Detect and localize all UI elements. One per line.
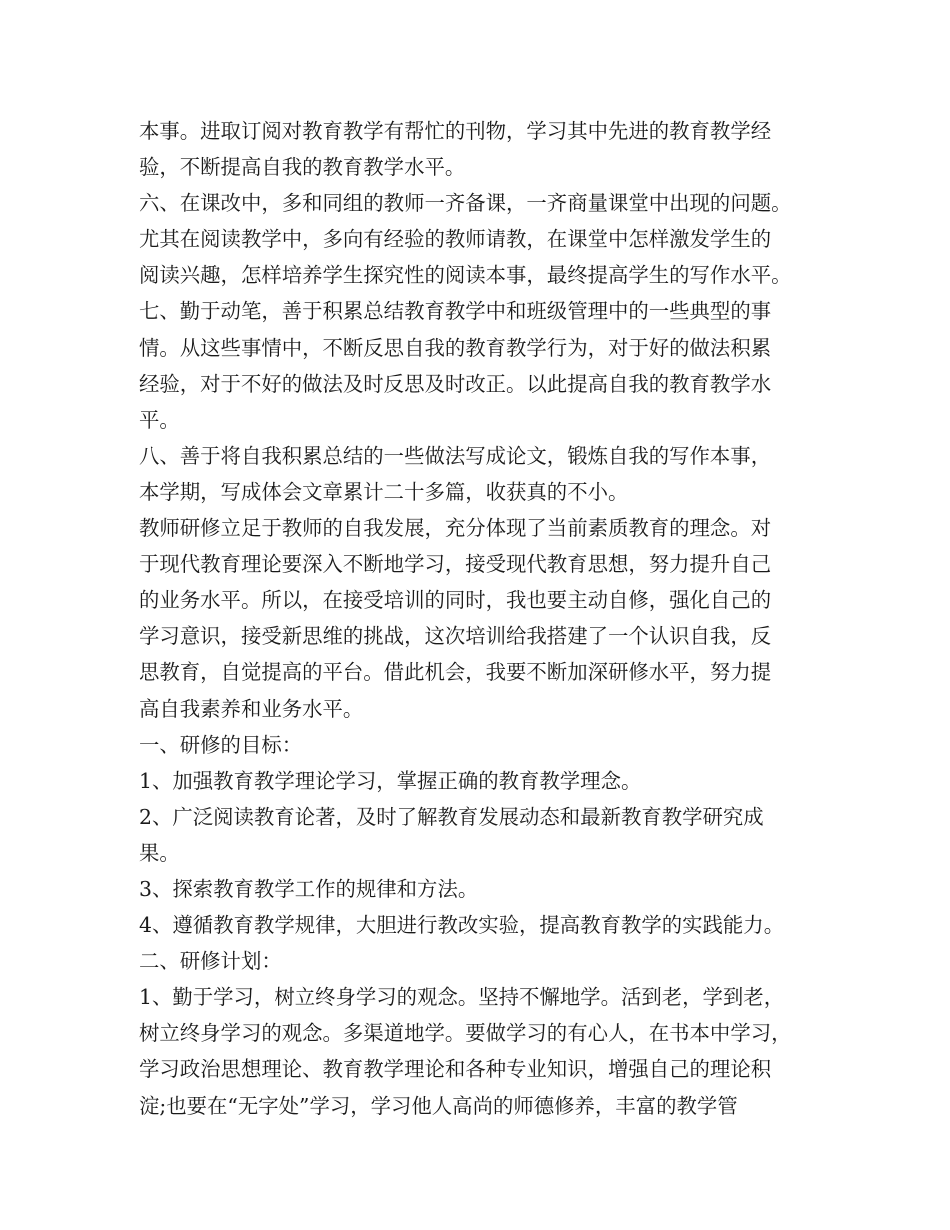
text-line: 学习政治思想理论、教育教学理论和各种专业知识，增强自己的理论积 (139, 1057, 772, 1082)
text-line: 八、善于将自我积累总结的一些做法写成论文，锻炼自我的写作本事， (139, 443, 772, 468)
text-line: 思教育，自觉提高的平台。借此机会，我要不断加深研修水平，努力提 (139, 660, 772, 685)
text-line: 验，不断提高自我的教育教学水平。 (139, 155, 466, 180)
list-item: 3、探索教育教学工作的规律和方法。 (139, 876, 479, 901)
text-line: 高自我素养和业务水平。 (139, 696, 364, 721)
text-line: 七、勤于动笔，善于积累总结教育教学中和班级管理中的一些典型的事 (139, 299, 772, 324)
text-line: 的业务水平。所以，在接受培训的同时，我也要主动自修，强化自己的 (139, 588, 772, 613)
text-line: 经验，对于不好的做法及时反思及时改正。以此提高自我的教育教学水 (139, 371, 772, 396)
text-line: 学习意识，接受新思维的挑战，这次培训给我搭建了一个认识自我，反 (139, 624, 772, 649)
text-line: 平。 (139, 407, 180, 432)
text-line: 情。从这些事情中，不断反思自我的教育教学行为，对于好的做法积累 (139, 335, 772, 360)
list-item: 4、遵循教育教学规律，大胆进行教改实验，提高教育教学的实践能力。 (139, 913, 785, 938)
text-line: 果。 (139, 840, 180, 865)
text-line: 阅读兴趣，怎样培养学生探究性的阅读本事，最终提高学生的写作水平。 (139, 263, 792, 288)
section-heading: 二、研修计划： (139, 949, 282, 974)
text-line: 淀;也要在“无字处”学习，学习他人高尚的师德修养，丰富的教学管 (139, 1093, 738, 1118)
text-line: 本事。进取订阅对教育教学有帮忙的刊物，学习其中先进的教育教学经 (139, 119, 772, 143)
list-item: 2、广泛阅读教育论著，及时了解教育发展动态和最新教育教学研究成 (139, 804, 764, 829)
text-line: 本学期，写成体会文章累计二十多篇，收获真的不小。 (139, 479, 629, 504)
document-body (139, 113, 829, 1124)
text-line: 尤其在阅读教学中，多向有经验的教师请教，在课堂中怎样激发学生的 (139, 227, 772, 252)
text-line: 于现代教育理论要深入不断地学习，接受现代教育思想，努力提升自己 (139, 552, 772, 577)
section-heading: 一、研修的目标： (139, 732, 303, 757)
text-line: 六、在课改中，多和同组的教师一齐备课，一齐商量课堂中出现的问题。 (139, 191, 792, 216)
text-line: 教师研修立足于教师的自我发展，充分体现了当前素质教育的理念。对 (139, 516, 772, 541)
list-item: 1、勤于学习，树立终身学习的观念。坚持不懈地学。活到老，学到老， (139, 985, 785, 1010)
text-line: 树立终身学习的观念。多渠道地学。要做学习的有心人，在书本中学习， (139, 1021, 792, 1046)
list-item: 1、加强教育教学理论学习，掌握正确的教育教学理念。 (139, 768, 642, 793)
